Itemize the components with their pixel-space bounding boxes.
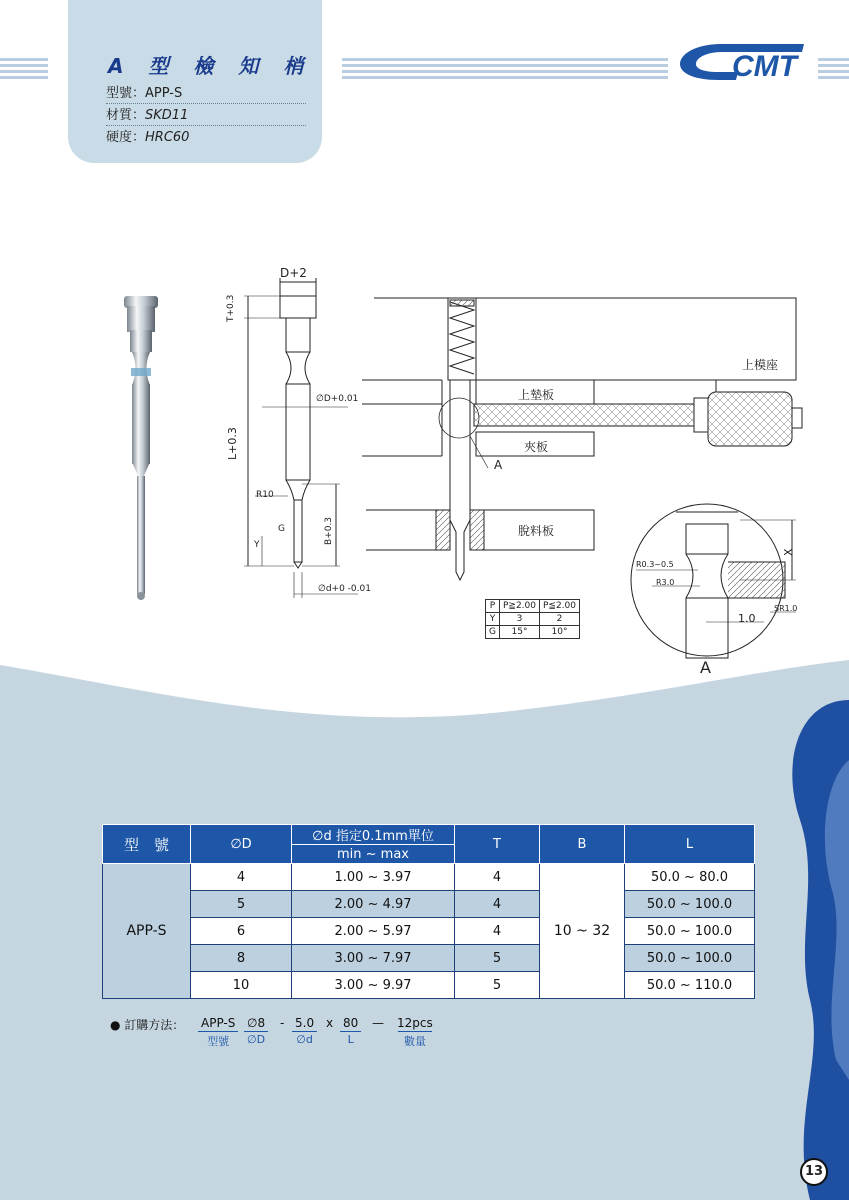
label-g: G bbox=[278, 524, 285, 534]
label-x: X bbox=[782, 548, 795, 556]
pin-photo bbox=[124, 296, 158, 600]
p-y-g-table bbox=[485, 599, 580, 639]
label-r2: R3.0 bbox=[656, 578, 675, 587]
order-value: ∅8 bbox=[244, 1016, 268, 1032]
model-label: 型號： bbox=[106, 86, 146, 101]
order-item-qty bbox=[394, 1016, 436, 1049]
cell-b-range: 10 ~ 32 bbox=[540, 864, 625, 999]
table-row bbox=[103, 918, 755, 945]
dim-b: B+0.3 bbox=[324, 516, 334, 545]
header-d-sub: min ~ max bbox=[292, 845, 455, 864]
material-label: 材質： bbox=[106, 108, 146, 123]
table-row bbox=[103, 864, 755, 891]
page-number: 13 bbox=[800, 1158, 828, 1186]
table-row bbox=[103, 891, 755, 918]
order-sep: - bbox=[280, 1016, 285, 1030]
order-value: 12pcs bbox=[397, 1016, 433, 1030]
cell-l: 50.0 ~ 100.0 bbox=[625, 945, 755, 972]
order-item-l bbox=[340, 1016, 361, 1046]
model-value: APP-S bbox=[145, 86, 183, 101]
cell-d-range: 2.00 ~ 4.97 bbox=[292, 891, 455, 918]
cell-d-range: 3.00 ~ 9.97 bbox=[292, 972, 455, 999]
cell-t: 4 bbox=[455, 891, 540, 918]
header-stripes-right bbox=[818, 58, 849, 79]
label-detail-a: A bbox=[700, 658, 711, 677]
dim-top: D+2 bbox=[280, 266, 307, 280]
ptable-row bbox=[486, 613, 580, 626]
ptable-cell: G bbox=[486, 626, 500, 639]
order-caption: ∅d bbox=[296, 1033, 313, 1046]
ptable-cell: P≧2.00 bbox=[499, 600, 539, 613]
dim-d: ∅D+0.01 bbox=[316, 394, 359, 404]
cmt-logo bbox=[676, 36, 806, 86]
label-upper-die-seat: 上模座 bbox=[742, 358, 779, 372]
order-caption: L bbox=[347, 1033, 354, 1046]
label-dim-1: 1.0 bbox=[738, 612, 756, 625]
cell-d: 4 bbox=[191, 864, 292, 891]
header-stripes-middle bbox=[342, 58, 668, 79]
cell-d-range: 1.00 ~ 3.97 bbox=[292, 864, 455, 891]
cell-t: 5 bbox=[455, 972, 540, 999]
label-sr: SR1.0 bbox=[774, 604, 798, 613]
header-model: 型 號 bbox=[103, 825, 191, 864]
header-b: B bbox=[540, 825, 625, 864]
ptable-row bbox=[486, 626, 580, 639]
table-row bbox=[103, 972, 755, 999]
label-stripper: 脫料板 bbox=[518, 524, 555, 538]
cell-l: 50.0 ~ 100.0 bbox=[625, 891, 755, 918]
header-row bbox=[103, 825, 755, 845]
material-value: SKD11 bbox=[145, 108, 189, 123]
label-r1: R0.3~0.5 bbox=[636, 560, 674, 569]
ptable-cell: 15° bbox=[499, 626, 539, 639]
label-r10: R10 bbox=[256, 490, 274, 500]
logo-text: CMT bbox=[732, 50, 797, 83]
hardness-label: 硬度： bbox=[106, 130, 146, 145]
material-line bbox=[106, 104, 306, 126]
ptable-cell: 3 bbox=[499, 613, 539, 626]
header-stripes-left bbox=[0, 58, 48, 79]
order-value: 5.0 bbox=[292, 1016, 317, 1032]
header-t: T bbox=[455, 825, 540, 864]
header-l: L bbox=[625, 825, 755, 864]
ptable-cell: 10° bbox=[540, 626, 580, 639]
product-title: A 型 檢 知 梢 bbox=[108, 54, 313, 78]
cell-d-range: 3.00 ~ 7.97 bbox=[292, 945, 455, 972]
assembly-drawing bbox=[362, 298, 802, 580]
label-upper-pad: 上墊板 bbox=[518, 388, 555, 402]
cell-t: 4 bbox=[455, 864, 540, 891]
order-sep: — bbox=[372, 1016, 384, 1030]
order-caption: ∅D bbox=[247, 1033, 266, 1046]
cell-l: 50.0 ~ 110.0 bbox=[625, 972, 755, 999]
cell-d: 10 bbox=[191, 972, 292, 999]
order-item-small-d bbox=[292, 1016, 317, 1046]
dim-l: L+0.3 bbox=[226, 427, 239, 460]
hardness-value: HRC60 bbox=[145, 130, 190, 145]
cell-t: 4 bbox=[455, 918, 540, 945]
header-d-spec: ∅d 指定0.1mm單位 bbox=[292, 825, 455, 845]
ptable-row bbox=[486, 600, 580, 613]
header-d: ∅D bbox=[191, 825, 292, 864]
cell-d: 6 bbox=[191, 918, 292, 945]
order-value: 80 bbox=[340, 1016, 361, 1032]
cell-d: 5 bbox=[191, 891, 292, 918]
pin-technical-drawing bbox=[244, 278, 358, 598]
ptable-cell: 2 bbox=[540, 613, 580, 626]
order-caption: 數量 bbox=[398, 1031, 432, 1049]
order-value: APP-S bbox=[198, 1016, 238, 1032]
cell-l: 50.0 ~ 80.0 bbox=[625, 864, 755, 891]
order-caption: 型號 bbox=[207, 1035, 230, 1048]
cell-l: 50.0 ~ 100.0 bbox=[625, 918, 755, 945]
ptable-cell: P bbox=[486, 600, 500, 613]
label-detail-ref: A bbox=[494, 458, 503, 472]
order-item-d bbox=[244, 1016, 268, 1046]
label-clamp-plate: 夾板 bbox=[524, 440, 549, 454]
order-sep: x bbox=[326, 1016, 334, 1030]
cell-d-range: 2.00 ~ 5.97 bbox=[292, 918, 455, 945]
hardness-line bbox=[106, 126, 306, 147]
cell-model: APP-S bbox=[103, 864, 191, 999]
dim-t: T+0.3 bbox=[226, 294, 236, 322]
table-row bbox=[103, 945, 755, 972]
dim-small-d: ∅d+0 -0.01 bbox=[318, 584, 371, 594]
label-y: Y bbox=[254, 540, 260, 550]
ptable-cell: Y bbox=[486, 613, 500, 626]
cell-d: 8 bbox=[191, 945, 292, 972]
cell-t: 5 bbox=[455, 945, 540, 972]
ptable-cell: P≦2.00 bbox=[540, 600, 580, 613]
spec-table bbox=[102, 824, 755, 999]
order-label: ● 訂購方法： bbox=[110, 1018, 185, 1032]
model-line bbox=[106, 82, 306, 104]
order-item-model bbox=[198, 1016, 238, 1049]
